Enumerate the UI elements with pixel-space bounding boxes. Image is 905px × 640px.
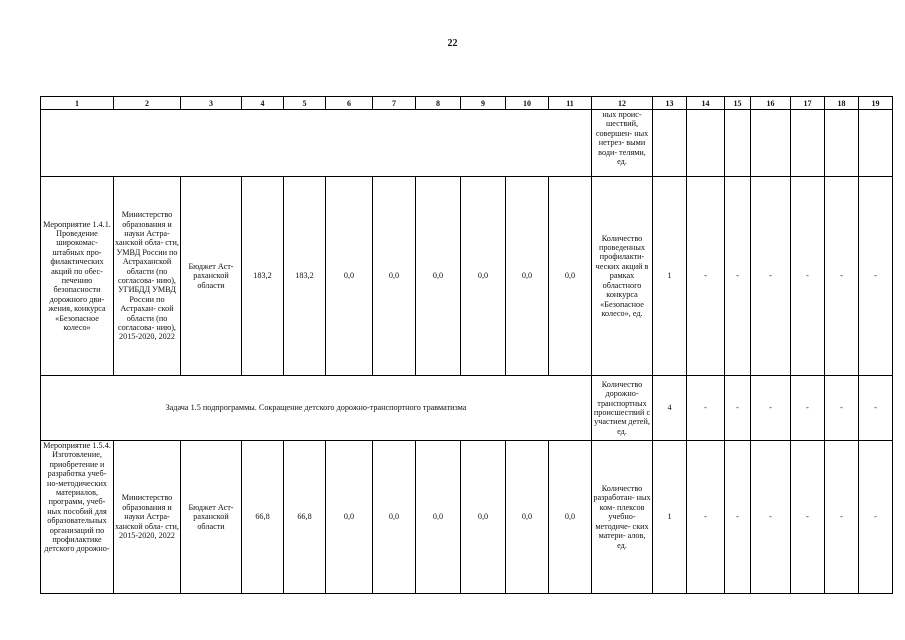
value-cell: -	[859, 376, 893, 441]
header-cell: 3	[181, 97, 242, 110]
indicator-cell: Количество проведенных профилакти- ческих акций в рамках областного конкурса «Безопасное колесо», ед.	[592, 177, 653, 376]
value-cell: 183,2	[242, 177, 284, 376]
event-row-1-5-4	[41, 441, 893, 594]
value-cell: 0,0	[461, 441, 506, 594]
event-name-cell: Мероприятие 1.4.1. Проведение широкомас- штабных про- филактических акций по обес- печению безопасности дорожного дви- жения, конкурса «Безопасное колесо»	[41, 177, 114, 376]
executor-cell: Министерство образования и науки Астра- ханской обла- сти, 2015-2020, 2022	[114, 441, 181, 594]
header-cell: 1	[41, 97, 114, 110]
value-cell: 0,0	[373, 177, 416, 376]
value-cell: 4	[653, 376, 687, 441]
value-cell: 66,8	[284, 441, 326, 594]
value-cell: 0,0	[373, 441, 416, 594]
header-cell: 12	[592, 97, 653, 110]
value-cell: 0,0	[326, 441, 373, 594]
value-cell: -	[859, 441, 893, 594]
header-cell: 7	[373, 97, 416, 110]
value-cell: -	[725, 441, 751, 594]
value-cell: 0,0	[549, 441, 592, 594]
empty-cell	[859, 110, 893, 177]
value-cell: 0,0	[549, 177, 592, 376]
value-cell: 0,0	[416, 177, 461, 376]
header-cell: 13	[653, 97, 687, 110]
header-cell: 14	[687, 97, 725, 110]
value-cell: -	[791, 441, 825, 594]
empty-cell	[653, 110, 687, 177]
value-cell: 0,0	[461, 177, 506, 376]
indicator-cell: Количество разработан- ных ком- плексов учебно- методиче- ских матери- алов, ед.	[592, 441, 653, 594]
value-cell: -	[751, 376, 791, 441]
value-cell: -	[751, 441, 791, 594]
value-cell: -	[791, 376, 825, 441]
header-cell: 16	[751, 97, 791, 110]
header-cell: 4	[242, 97, 284, 110]
value-cell: -	[687, 376, 725, 441]
value-cell: 0,0	[326, 177, 373, 376]
value-cell: -	[859, 177, 893, 376]
empty-cell	[751, 110, 791, 177]
measures-table	[40, 96, 893, 594]
header-cell: 19	[859, 97, 893, 110]
header-cell: 11	[549, 97, 592, 110]
value-cell: 1	[653, 177, 687, 376]
value-cell: -	[825, 441, 859, 594]
task-title-cell: Задача 1.5 подпрограммы. Сокращение детского дорожно-транспортного травматизма	[41, 376, 592, 441]
header-cell: 17	[791, 97, 825, 110]
empty-cell	[725, 110, 751, 177]
value-cell: -	[725, 177, 751, 376]
funding-source-cell: Бюджет Аст- раханской области	[181, 441, 242, 594]
funding-source-cell: Бюджет Аст- раханской области	[181, 177, 242, 376]
value-cell: 0,0	[416, 441, 461, 594]
header-cell: 18	[825, 97, 859, 110]
header-cell: 10	[506, 97, 549, 110]
indicator-cell: ных проис- шествий, совершен- ных нетрез- выми води- телями, ед.	[592, 110, 653, 177]
empty-cell	[825, 110, 859, 177]
value-cell: 0,0	[506, 441, 549, 594]
continuation-row	[41, 110, 893, 177]
value-cell: -	[825, 376, 859, 441]
indicator-cell: Количество дорожно- транспортных происшествий с участием детей, ед.	[592, 376, 653, 441]
value-cell: -	[725, 376, 751, 441]
value-cell: 66,8	[242, 441, 284, 594]
value-cell: 0,0	[506, 177, 549, 376]
empty-cell	[687, 110, 725, 177]
page-number: 22	[447, 38, 458, 49]
value-cell: 183,2	[284, 177, 326, 376]
task-row-1-5	[41, 376, 893, 441]
header-cell: 8	[416, 97, 461, 110]
value-cell: -	[791, 177, 825, 376]
value-cell: -	[825, 177, 859, 376]
header-cell: 15	[725, 97, 751, 110]
header-cell: 9	[461, 97, 506, 110]
value-cell: -	[687, 177, 725, 376]
value-cell: -	[687, 441, 725, 594]
event-name-cell: Мероприятие 1.5.4. Изготовление, приобретение и разработка учеб- но-методических материалов, программ, учеб- ных пособий для образовательных организаций по профилактике детского дорожно-	[41, 441, 114, 594]
header-cell: 2	[114, 97, 181, 110]
header-cell: 6	[326, 97, 373, 110]
header-cell: 5	[284, 97, 326, 110]
executor-cell: Министерство образования и науки Астра- ханской обла- сти, УМВД России по Астраханской области (по согласова- нию), УГИБДД УМВД России по Астрахан- ской области (по согласова- нию), 2015-2020, 2022	[114, 177, 181, 376]
value-cell: 1	[653, 441, 687, 594]
header-row	[41, 97, 893, 110]
empty-cell	[791, 110, 825, 177]
event-row-1-4-1	[41, 177, 893, 376]
value-cell: -	[751, 177, 791, 376]
empty-merged-cell	[41, 110, 592, 177]
